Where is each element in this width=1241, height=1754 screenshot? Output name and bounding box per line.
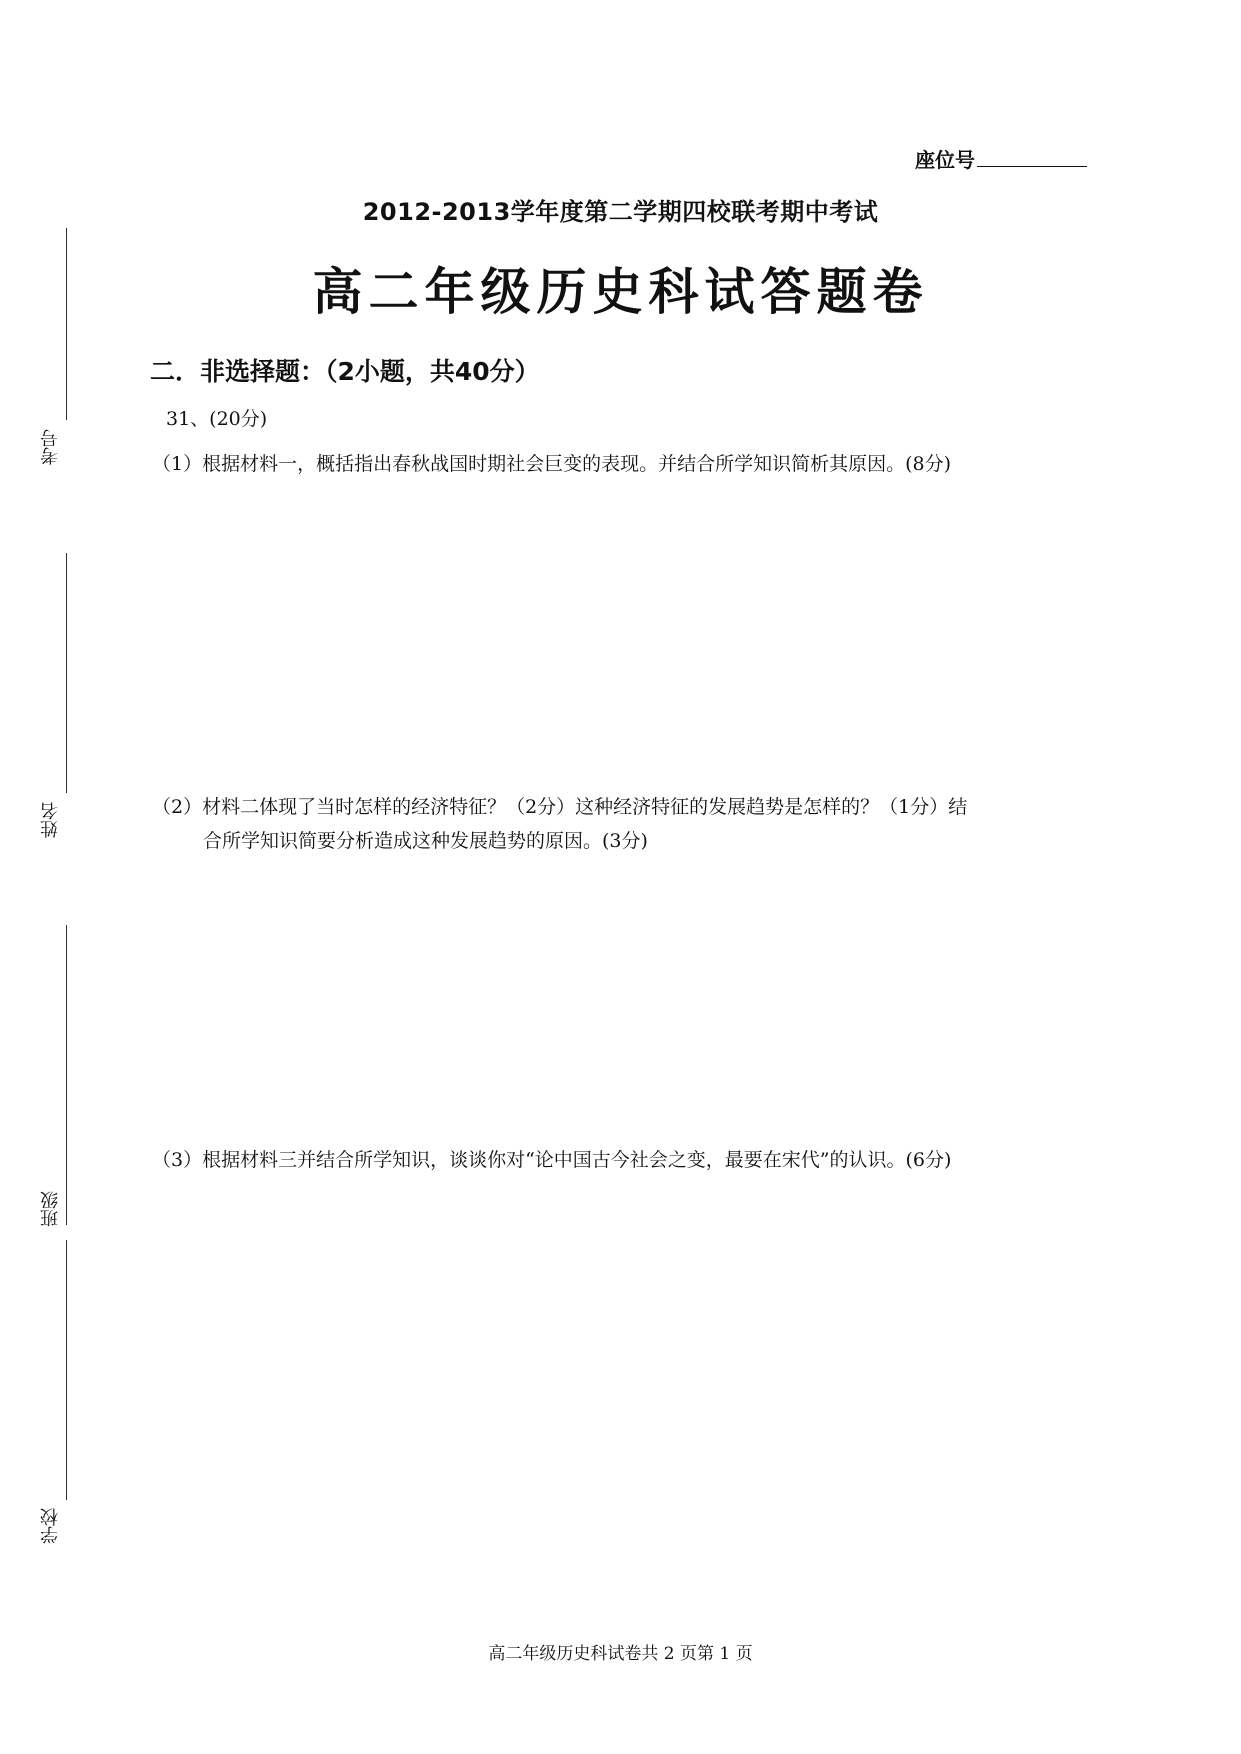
school-label: 学校 — [40, 1508, 61, 1544]
seat-number-field — [915, 144, 1087, 173]
exam-title: 2012-2013学年度第二学期四校联考期中考试 — [362, 198, 879, 226]
question-part-2: （2）材料二体现了当时怎样的经济特征？（2分）这种经济特征的发展趋势是怎样的？（1分）结 — [152, 796, 968, 818]
class-label: 班级 — [40, 1191, 61, 1227]
section-heading: 二．非选择题：（2小题，共40分） — [150, 357, 540, 386]
question-part-1: （1）根据材料一，概括指出春秋战国时期社会巨变的表现。并结合所学知识简析其原因。(8分) — [152, 453, 952, 475]
exam-no-label: 考号 — [40, 429, 61, 465]
page-footer: 高二年级历史科试卷共 2 页第 1 页 — [488, 1644, 753, 1664]
question-part-3: （3）根据材料三并结合所学知识，谈谈你对“论中国古今社会之变，最要在宋代”的认识。(6分) — [152, 1149, 952, 1171]
page-title: 高二年级历史科试答题卷 — [312, 262, 929, 321]
seat-number-label: 座位号 — [915, 148, 975, 172]
name-line[interactable] — [66, 553, 67, 793]
class-line[interactable] — [66, 925, 67, 1225]
seat-number-blank[interactable] — [977, 148, 1087, 167]
name-label: 姓名 — [40, 802, 61, 838]
exam-no-line[interactable] — [66, 228, 67, 420]
school-line[interactable] — [66, 1240, 67, 1500]
question-number: 31、(20分) — [166, 408, 268, 430]
question-part-2-continued: 合所学知识简要分析造成这种发展趋势的原因。(3分) — [203, 830, 648, 852]
